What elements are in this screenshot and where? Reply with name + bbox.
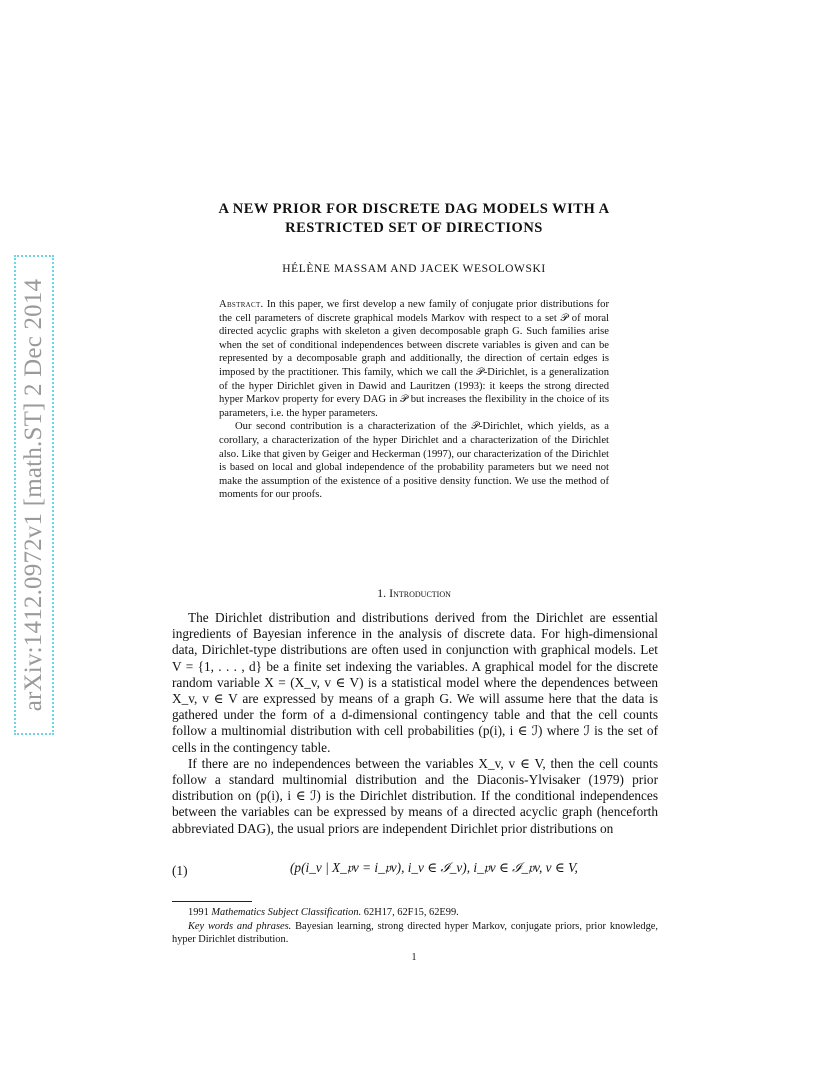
abstract-heading: Abstract. [219, 299, 264, 310]
msc-label: Mathematics Subject Classification. [211, 907, 362, 918]
msc-year: 1991 [188, 907, 209, 918]
body-text [172, 610, 658, 837]
keywords-text: Bayesian learning, strong directed hyper Markov, conjugate priors, prior knowledge, hyper Dirichlet distribution. [172, 920, 659, 945]
arxiv-identifier[interactable]: arXiv:1412.0972v1 [math.ST] 2 Dec 2014 [20, 278, 47, 712]
arxiv-side-stamp [14, 255, 54, 735]
footnotes [172, 906, 658, 947]
msc-footnote [172, 906, 658, 920]
keywords-label: Key words and phrases. [188, 920, 292, 932]
equation-1 [172, 860, 658, 884]
abstract [219, 298, 609, 502]
abstract-text-1: In this paper, we first develop a new family of conjugate prior distributions for the cell parameters of discrete graphical models Markov with respect to a set 𝒫 of moral directed acyclic graphs with skeleton a given decomposable graph G. Such families arise when the set of conditional independences between discrete variables is given and can be represented by a decomposable graph and additionally, the direction of certain edges is imposed by the practitioner. This family, which we call the 𝒫-Dirichlet, is a generalization of the hyper Dirichlet given in Dawid and Lauritzen (1993): it keeps the strong directed hyper Markov property for every DAG in 𝒫 but increases the flexibility in the choice of its parameters, i.e. the hyper parameters. [219, 299, 609, 419]
body-paragraph-2: If there are no independences between the variables X_v, v ∈ V, then the cell counts follow a standard multinomial distribution and the Diaconis-Ylvisaker (1979) prior distribution on (p(i), i ∈ ℐ) is the Dirichlet distribution. If the conditional independences between the variables can be expressed by means of a directed acyclic graph (henceforth abbreviated DAG), the usual priors are independent Dirichlet prior distributions on [172, 755, 658, 836]
section-number: 1. [377, 586, 387, 600]
body-paragraph-1: The Dirichlet distribution and distributions derived from the Dirichlet are essential ingredients of Bayesian inference in the analysis of discrete data. For high-dimensional data, Dirichlet-type distributions are often used in conjunction with graphical models. Let V = {1, . . . , d} be a finite set indexing the variables. A graphical model for the discrete random variable X = (X_v, v ∈ V) is a statistical model where the dependences between X_v, v ∈ V are expressed by means of a graph G. We will assume here that the data is gathered under the form of a d-dimensional contingency table and that the cell counts follow a multinomial distribution with cell probabilities (p(i), i ∈ ℐ) where ℐ is the set of cells in the contingency table. [172, 610, 658, 755]
footnote-rule [172, 901, 252, 902]
section-title: Introduction [389, 586, 451, 600]
page-number: 1 [411, 952, 417, 963]
paper-authors: HÉLÈNE MASSAM AND JACEK WESOLOWSKI [282, 263, 546, 275]
equation-body: (p(i_v | X_𝔭v = i_𝔭v), i_v ∈ ℐ_v), i_𝔭v ∈ ℐ_𝔭v, v ∈ V, [290, 860, 578, 875]
keywords-footnote [172, 920, 658, 947]
msc-codes: 62H17, 62F15, 62E99. [363, 907, 459, 918]
abstract-paragraph-2: Our second contribution is a characterization of the 𝒫-Dirichlet, which yields, as a corollary, a characterization of the hyper Dirichlet and a characterization of the Dirichlet also. Like that given by Geiger and Heckerman (1997), our characterization of the Dirichlet is based on local and global independence of the probability parameters but we need not make the assumption of the existence of a positive density function. We use the method of moments for our proofs. [219, 421, 609, 501]
equation-number: (1) [172, 863, 188, 878]
abstract-paragraph-1 [219, 298, 609, 420]
section-heading [175, 586, 653, 601]
paper-title: A NEW PRIOR FOR DISCRETE DAG MODELS WITH A RESTRICTED SET OF DIRECTIONS [218, 201, 610, 236]
